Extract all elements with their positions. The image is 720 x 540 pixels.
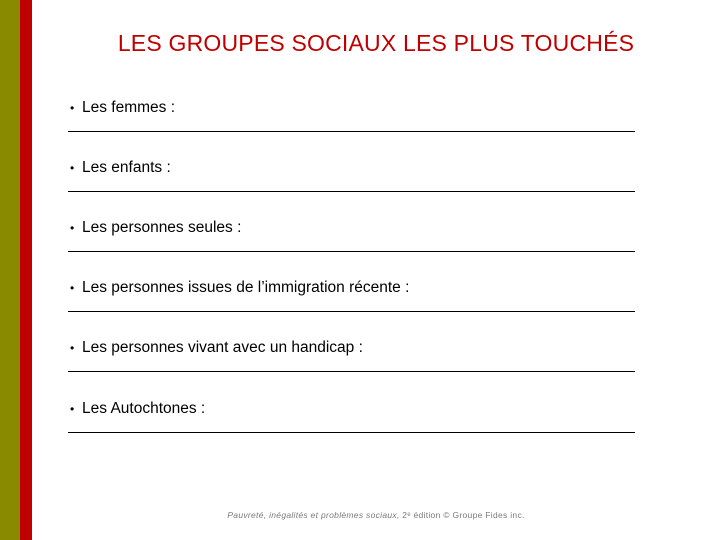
footer-book-title: Pauvreté, inégalités et problèmes sociaux, bbox=[227, 510, 400, 520]
list-item-autochtones bbox=[68, 400, 635, 433]
list-item-label: Les Autochtones : bbox=[82, 400, 206, 417]
bullet-icon: • bbox=[70, 341, 75, 355]
footer-edition: 2ᵉ édition © Groupe Fides inc. bbox=[399, 510, 525, 520]
left-accent-stripe-red bbox=[20, 0, 32, 540]
bullet-icon: • bbox=[70, 161, 75, 175]
answer-line bbox=[68, 131, 635, 132]
list-item-label: Les personnes seules : bbox=[82, 219, 242, 236]
list-item-femmes bbox=[68, 99, 635, 132]
bullet-icon: • bbox=[70, 281, 75, 295]
list-item-label: Les personnes issues de l’immigration récente : bbox=[82, 279, 410, 296]
list-item-label: Les enfants : bbox=[82, 159, 171, 176]
answer-line bbox=[68, 432, 635, 433]
left-accent-stripe-olive bbox=[0, 0, 20, 540]
bullet-icon: • bbox=[70, 221, 75, 235]
list-item-personnes-seules bbox=[68, 219, 635, 252]
list-item-handicap bbox=[68, 339, 635, 372]
list-item-label: Les personnes vivant avec un handicap : bbox=[82, 339, 363, 356]
answer-line bbox=[68, 191, 635, 192]
bullet-icon: • bbox=[70, 402, 75, 416]
list-item-immigration bbox=[68, 279, 635, 312]
answer-line bbox=[68, 251, 635, 252]
list-item-label: Les femmes : bbox=[82, 99, 176, 116]
bullet-icon: • bbox=[70, 101, 75, 115]
answer-line bbox=[68, 311, 635, 312]
slide-title: LES GROUPES SOCIAUX LES PLUS TOUCHÉS bbox=[117, 30, 635, 56]
copyright-footer bbox=[0, 510, 720, 520]
list-item-enfants bbox=[68, 159, 635, 192]
answer-line bbox=[68, 371, 635, 372]
